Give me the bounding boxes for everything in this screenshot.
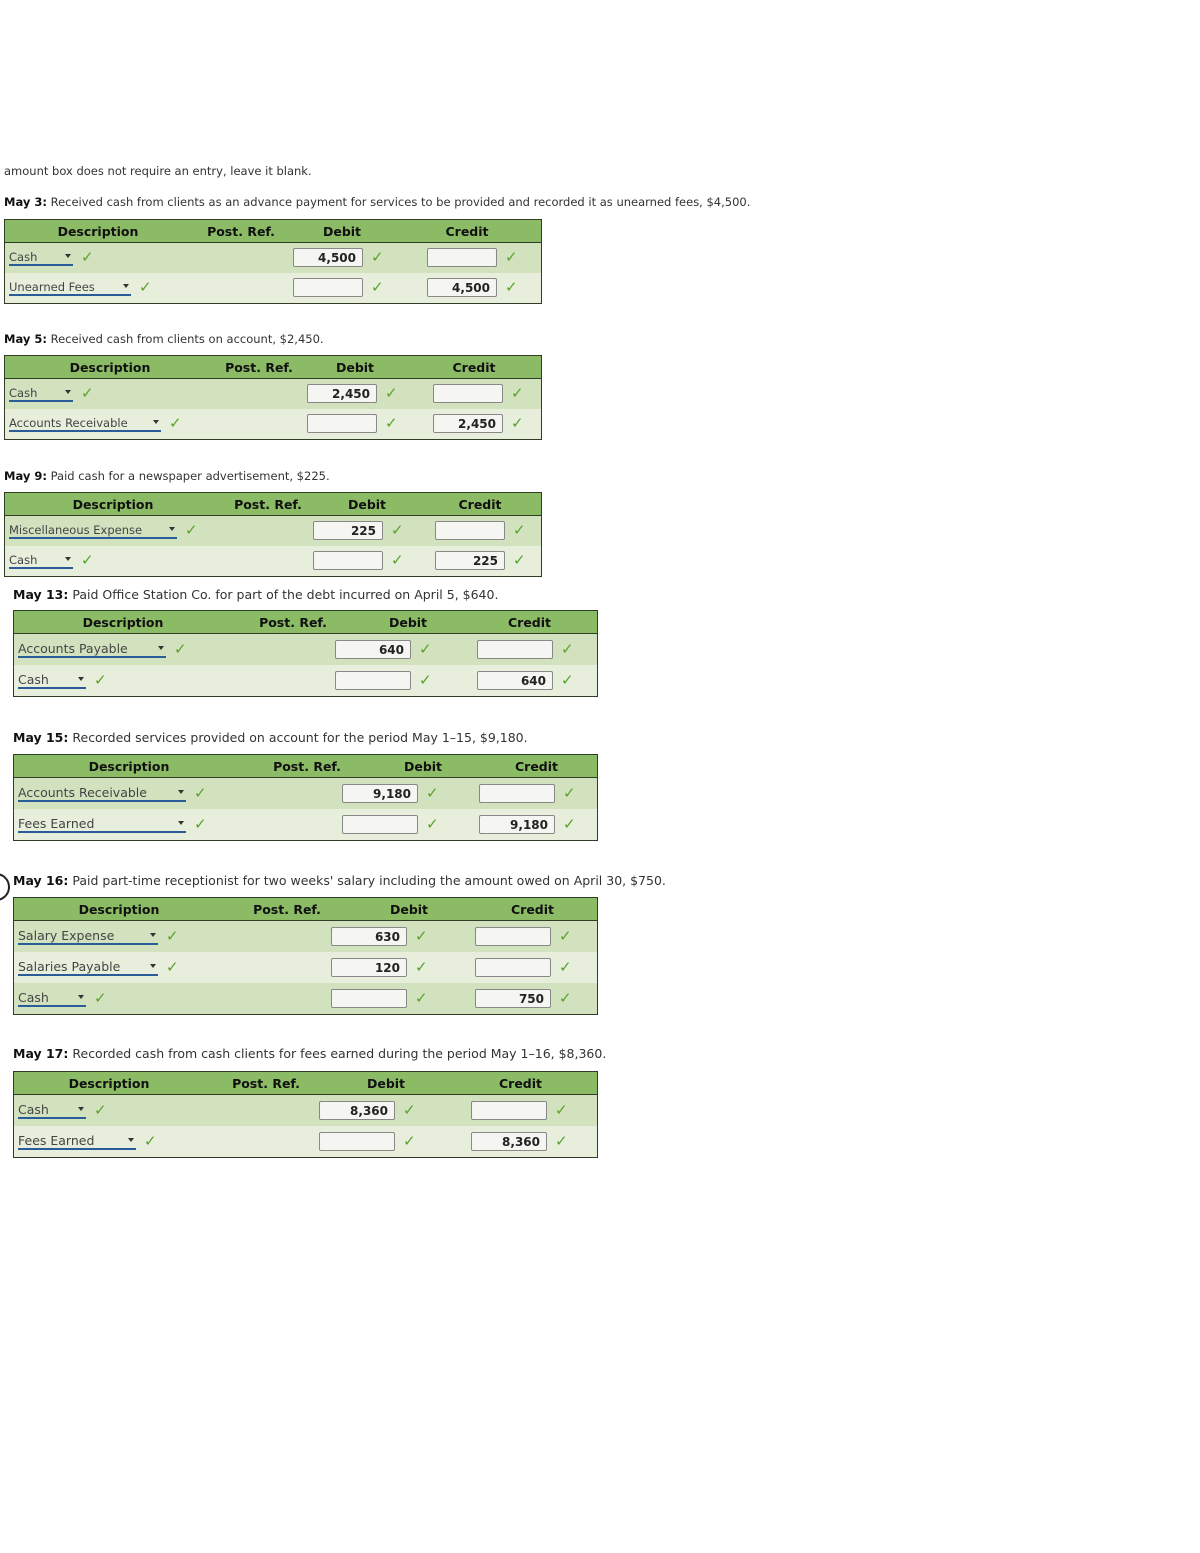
header-description: Description [72, 496, 154, 512]
header-credit: Credit [498, 1075, 543, 1091]
credit-input[interactable]: 225 [435, 551, 505, 570]
account-select-value: Accounts Receivable [18, 784, 147, 800]
entry-description: Received cash from clients as an advance payment for services to be provided and recorded it as unearned fees, $4,500. [50, 195, 751, 209]
entry-date: May 13: [13, 587, 69, 602]
check-icon: ✓ [513, 551, 526, 569]
entry-prompt [13, 587, 498, 602]
check-icon: ✓ [194, 814, 207, 833]
journal-row [14, 778, 597, 809]
account-select-value: Cash [18, 989, 49, 1005]
header-post-ref: Post. Ref. [225, 359, 293, 375]
account-select[interactable] [9, 386, 73, 402]
debit-input[interactable] [342, 815, 418, 834]
account-select-value: Salaries Payable [18, 958, 121, 974]
check-icon: ✓ [81, 384, 94, 402]
entry-description: Paid part-time receptionist for two weeks' salary including the amount owed on April 30, $750. [72, 873, 666, 888]
journal-row [14, 634, 597, 665]
credit-input[interactable] [433, 384, 503, 403]
check-icon: ✓ [194, 783, 207, 802]
check-icon: ✓ [94, 670, 107, 689]
entry-date: May 17: [13, 1046, 69, 1061]
journal-row [14, 1126, 597, 1157]
header-debit: Debit [389, 901, 429, 917]
header-credit: Credit [514, 758, 559, 774]
account-select[interactable] [18, 991, 86, 1007]
account-select-value: Cash [9, 250, 38, 264]
header-debit: Debit [322, 223, 362, 239]
chevron-down-icon [65, 254, 71, 258]
check-icon: ✓ [415, 957, 428, 976]
check-icon: ✓ [385, 384, 398, 402]
check-icon: ✓ [94, 988, 107, 1007]
account-select[interactable] [9, 553, 73, 569]
header-post-ref: Post. Ref. [259, 614, 327, 630]
check-icon: ✓ [391, 521, 404, 539]
entry-date: May 3: [4, 195, 47, 209]
credit-input[interactable]: 750 [475, 989, 551, 1008]
check-icon: ✓ [513, 521, 526, 539]
chevron-down-icon [65, 390, 71, 394]
decorative-circle [0, 873, 10, 901]
journal-table [4, 355, 542, 440]
check-icon: ✓ [81, 248, 94, 266]
check-icon: ✓ [555, 1100, 568, 1119]
account-select-value: Salary Expense [18, 927, 115, 943]
check-icon: ✓ [555, 1131, 568, 1150]
credit-input[interactable] [479, 784, 555, 803]
check-icon: ✓ [371, 278, 384, 296]
header-debit: Debit [347, 496, 387, 512]
debit-input[interactable] [313, 551, 383, 570]
check-icon: ✓ [559, 957, 572, 976]
check-icon: ✓ [166, 926, 179, 945]
check-icon: ✓ [415, 926, 428, 945]
entry-prompt [13, 730, 528, 745]
check-icon: ✓ [419, 670, 432, 689]
journal-row [5, 243, 541, 273]
header-description: Description [82, 614, 164, 630]
debit-input[interactable]: 640 [335, 640, 411, 659]
account-select-value: Accounts Receivable [9, 416, 128, 430]
entry-prompt [4, 332, 324, 346]
check-icon: ✓ [391, 551, 404, 569]
account-select[interactable] [18, 642, 166, 658]
table-header [5, 356, 541, 379]
entry-date: May 5: [4, 332, 47, 346]
entry-date: May 16: [13, 873, 69, 888]
debit-input[interactable]: 4,500 [293, 248, 363, 267]
header-post-ref: Post. Ref. [253, 901, 321, 917]
debit-input[interactable] [319, 1132, 395, 1151]
check-icon: ✓ [166, 957, 179, 976]
check-icon: ✓ [561, 639, 574, 658]
credit-input[interactable]: 2,450 [433, 414, 503, 433]
chevron-down-icon [178, 821, 184, 825]
journal-row [14, 983, 597, 1014]
check-icon: ✓ [561, 670, 574, 689]
check-icon: ✓ [559, 926, 572, 945]
check-icon: ✓ [415, 988, 428, 1007]
chevron-down-icon [158, 646, 164, 650]
entry-prompt [4, 195, 750, 209]
table-header [14, 1072, 597, 1095]
journal-row [14, 665, 597, 696]
header-credit: Credit [510, 901, 555, 917]
account-select[interactable] [18, 786, 186, 802]
instructions-text: amount box does not require an entry, leave it blank. [4, 164, 312, 178]
journal-row [5, 273, 541, 303]
account-select-value: Cash [18, 671, 49, 687]
header-description: Description [88, 758, 170, 774]
check-icon: ✓ [174, 639, 187, 658]
check-icon: ✓ [185, 521, 198, 539]
header-description: Description [57, 223, 139, 239]
header-description: Description [69, 359, 151, 375]
account-select[interactable] [9, 523, 177, 539]
header-post-ref: Post. Ref. [234, 496, 302, 512]
header-post-ref: Post. Ref. [232, 1075, 300, 1091]
account-select-value: Fees Earned [18, 1132, 95, 1148]
check-icon: ✓ [563, 814, 576, 833]
journal-row [14, 921, 597, 952]
check-icon: ✓ [511, 414, 524, 432]
entry-prompt [13, 1046, 606, 1061]
credit-input[interactable] [427, 248, 497, 267]
check-icon: ✓ [371, 248, 384, 266]
check-icon: ✓ [563, 783, 576, 802]
table-header [14, 755, 597, 778]
credit-input[interactable] [477, 640, 553, 659]
header-credit: Credit [452, 359, 496, 375]
header-post-ref: Post. Ref. [207, 223, 275, 239]
debit-input[interactable] [293, 278, 363, 297]
check-icon: ✓ [505, 248, 518, 266]
table-header [14, 898, 597, 921]
account-select-value: Cash [9, 386, 38, 400]
chevron-down-icon [78, 995, 84, 999]
debit-input[interactable] [331, 989, 407, 1008]
credit-input[interactable] [435, 521, 505, 540]
credit-input[interactable]: 8,360 [471, 1132, 547, 1151]
chevron-down-icon [150, 933, 156, 937]
check-icon: ✓ [426, 783, 439, 802]
check-icon: ✓ [81, 551, 94, 569]
account-select-value: Cash [18, 1101, 49, 1117]
account-select[interactable] [9, 280, 131, 296]
header-debit: Debit [335, 359, 375, 375]
journal-row [5, 379, 541, 409]
journal-table [13, 897, 598, 1015]
journal-row [5, 546, 541, 576]
check-icon: ✓ [403, 1131, 416, 1150]
check-icon: ✓ [144, 1131, 157, 1150]
entry-description: Recorded services provided on account for the period May 1–15, $9,180. [72, 730, 528, 745]
debit-input[interactable]: 225 [313, 521, 383, 540]
header-debit: Debit [366, 1075, 406, 1091]
journal-row [14, 1095, 597, 1126]
header-post-ref: Post. Ref. [273, 758, 341, 774]
journal-table [13, 754, 598, 841]
debit-input[interactable]: 2,450 [307, 384, 377, 403]
account-select[interactable] [18, 817, 186, 833]
chevron-down-icon [128, 1138, 134, 1142]
check-icon: ✓ [419, 639, 432, 658]
journal-table [4, 219, 542, 304]
account-select[interactable] [9, 250, 73, 266]
account-select[interactable] [18, 673, 86, 689]
credit-input[interactable] [475, 927, 551, 946]
debit-input[interactable]: 630 [331, 927, 407, 946]
chevron-down-icon [78, 677, 84, 681]
chevron-down-icon [78, 1107, 84, 1111]
check-icon: ✓ [403, 1100, 416, 1119]
table-header [14, 611, 597, 634]
header-debit: Debit [388, 614, 428, 630]
entry-prompt [4, 469, 330, 483]
debit-input[interactable]: 120 [331, 958, 407, 977]
header-credit: Credit [445, 223, 489, 239]
check-icon: ✓ [169, 414, 182, 432]
account-select[interactable] [9, 416, 161, 432]
check-icon: ✓ [511, 384, 524, 402]
entry-description: Received cash from clients on account, $2,450. [50, 332, 324, 346]
check-icon: ✓ [385, 414, 398, 432]
header-credit: Credit [458, 496, 502, 512]
check-icon: ✓ [94, 1100, 107, 1119]
account-select-value: Unearned Fees [9, 280, 95, 294]
debit-input[interactable]: 8,360 [319, 1101, 395, 1120]
credit-input[interactable]: 4,500 [427, 278, 497, 297]
journal-row [14, 809, 597, 840]
header-credit: Credit [507, 614, 552, 630]
header-description: Description [68, 1075, 150, 1091]
header-description: Description [78, 901, 160, 917]
journal-row [14, 952, 597, 983]
chevron-down-icon [178, 790, 184, 794]
debit-input[interactable] [307, 414, 377, 433]
entry-description: Recorded cash from cash clients for fees earned during the period May 1–16, $8,360. [72, 1046, 607, 1061]
check-icon: ✓ [139, 278, 152, 296]
chevron-down-icon [169, 527, 175, 531]
account-select-value: Fees Earned [18, 815, 95, 831]
header-debit: Debit [403, 758, 443, 774]
chevron-down-icon [65, 557, 71, 561]
check-icon: ✓ [426, 814, 439, 833]
chevron-down-icon [153, 420, 159, 424]
account-select[interactable] [18, 960, 158, 976]
check-icon: ✓ [505, 278, 518, 296]
table-header [5, 493, 541, 516]
entry-description: Paid Office Station Co. for part of the debt incurred on April 5, $640. [72, 587, 499, 602]
table-header [5, 220, 541, 243]
debit-input[interactable]: 9,180 [342, 784, 418, 803]
account-select[interactable] [18, 1103, 86, 1119]
account-select[interactable] [18, 929, 158, 945]
credit-input[interactable] [471, 1101, 547, 1120]
entry-prompt [13, 873, 666, 888]
credit-input[interactable] [475, 958, 551, 977]
check-icon: ✓ [559, 988, 572, 1007]
account-select-value: Miscellaneous Expense [9, 523, 143, 537]
entry-date: May 15: [13, 730, 69, 745]
entry-description: Paid cash for a newspaper advertisement, $225. [50, 469, 330, 483]
journal-row [5, 409, 541, 439]
credit-input[interactable]: 640 [477, 671, 553, 690]
journal-table [4, 492, 542, 577]
debit-input[interactable] [335, 671, 411, 690]
entry-date: May 9: [4, 469, 47, 483]
credit-input[interactable]: 9,180 [479, 815, 555, 834]
account-select-value: Accounts Payable [18, 640, 128, 656]
journal-table [13, 1071, 598, 1158]
chevron-down-icon [123, 284, 129, 288]
account-select-value: Cash [9, 553, 38, 567]
journal-table [13, 610, 598, 697]
chevron-down-icon [150, 964, 156, 968]
journal-row [5, 516, 541, 546]
account-select[interactable] [18, 1134, 136, 1150]
